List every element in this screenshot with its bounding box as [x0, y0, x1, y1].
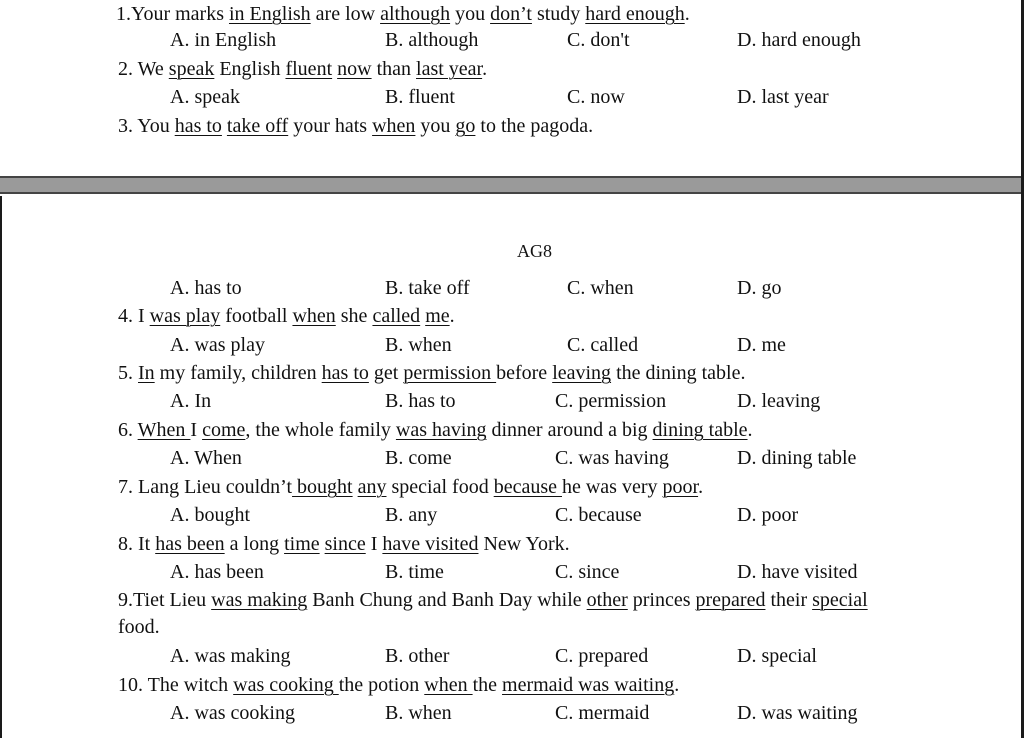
- underlined-segment: in English: [228, 3, 311, 25]
- question-5-options: [0, 388, 1024, 414]
- underlined-segment: When: [137, 419, 191, 441]
- text-segment: 8. It: [118, 533, 156, 555]
- underlined-segment: go: [455, 115, 476, 137]
- text-segment: are low: [310, 3, 381, 25]
- option-d: D. was waiting: [737, 702, 858, 724]
- text-segment: to the pagoda.: [475, 115, 594, 137]
- question-1-options: [0, 27, 1024, 53]
- underlined-segment: since: [324, 533, 366, 555]
- underlined-segment: has to: [174, 115, 222, 137]
- text-segment: 9.Tiet Lieu: [118, 589, 212, 611]
- underlined-segment: bought: [292, 476, 353, 498]
- option-d: D. dining table: [737, 447, 857, 469]
- option-a: A. speak: [170, 86, 240, 108]
- text-segment: before: [496, 362, 553, 384]
- text-segment: .: [684, 3, 690, 25]
- underlined-segment: take off: [226, 115, 289, 137]
- option-a: A. was cooking: [170, 702, 295, 724]
- underlined-segment: time: [284, 533, 320, 555]
- option-b: B. has to: [385, 390, 456, 412]
- text-segment: Banh Chung and Banh Day while: [307, 589, 587, 611]
- option-d: D. leaving: [737, 390, 821, 412]
- underlined-segment: has to: [321, 362, 369, 384]
- question-8: [118, 532, 570, 556]
- text-segment: football: [220, 305, 293, 327]
- underlined-segment: speak: [168, 58, 215, 80]
- option-d: D. special: [737, 645, 817, 667]
- text-segment: special food: [386, 476, 494, 498]
- text-segment: princes: [627, 589, 696, 611]
- option-c: C. now: [567, 86, 625, 108]
- text-segment: the dining table.: [611, 362, 746, 384]
- option-a: A. bought: [170, 504, 250, 526]
- underlined-segment: dining table: [652, 419, 748, 441]
- text-segment: my family, children: [154, 362, 322, 384]
- option-d: D. go: [737, 277, 782, 299]
- underlined-segment: poor: [662, 476, 699, 498]
- question-8-options: [0, 559, 1024, 585]
- option-a: A. has been: [170, 561, 264, 583]
- underlined-segment: have visited: [382, 533, 479, 555]
- underlined-segment: called: [372, 305, 421, 327]
- text-segment: you: [450, 3, 491, 25]
- text-segment: the: [472, 674, 503, 696]
- text-segment: .: [449, 305, 455, 327]
- option-c: C. permission: [555, 390, 667, 412]
- option-a: A. was play: [170, 334, 265, 356]
- option-d: D. poor: [737, 504, 799, 526]
- text-segment: the potion: [338, 674, 425, 696]
- text-segment: get: [368, 362, 404, 384]
- question-6: [118, 418, 753, 442]
- question-10-options: [0, 700, 1024, 726]
- question-3: [118, 114, 593, 138]
- underlined-segment: In: [138, 362, 155, 384]
- underlined-segment: although: [380, 3, 451, 25]
- text-segment: you: [415, 115, 456, 137]
- option-c: C. mermaid: [555, 702, 650, 724]
- question-4-options: [0, 332, 1024, 358]
- underlined-segment: because: [493, 476, 562, 498]
- option-b: B. when: [385, 334, 452, 356]
- option-c: C. when: [567, 277, 634, 299]
- underlined-segment: permission: [403, 362, 497, 384]
- underlined-segment: when: [292, 305, 336, 327]
- text-segment: than: [371, 58, 417, 80]
- underlined-segment: mermaid was waiting: [502, 674, 675, 696]
- text-segment: your hats: [288, 115, 373, 137]
- option-c: C. was having: [555, 447, 669, 469]
- option-a: A. was making: [170, 645, 291, 667]
- option-c: C. because: [555, 504, 642, 526]
- text-segment: a long: [224, 533, 285, 555]
- option-d: D. hard enough: [737, 29, 861, 51]
- text-segment: 7. Lang Lieu couldn’t: [118, 476, 293, 498]
- underlined-segment: was play: [149, 305, 221, 327]
- option-b: B. although: [385, 29, 479, 51]
- option-b: B. come: [385, 447, 452, 469]
- text-segment: .: [482, 58, 488, 80]
- question-6-options: [0, 445, 1024, 471]
- option-d: D. last year: [737, 86, 829, 108]
- page-header-code: AG8: [517, 241, 552, 261]
- question-2: [118, 57, 487, 81]
- text-segment: .: [674, 674, 680, 696]
- option-b: B. time: [385, 561, 444, 583]
- text-segment: .: [747, 419, 753, 441]
- underlined-segment: was having: [395, 419, 487, 441]
- underlined-segment: was making: [211, 589, 308, 611]
- question-9-options: [0, 643, 1024, 669]
- underlined-segment: come: [202, 419, 246, 441]
- underlined-segment: special: [812, 589, 868, 611]
- underlined-segment: has been: [155, 533, 225, 555]
- underlined-segment: any: [357, 476, 387, 498]
- question-4: [118, 304, 455, 328]
- text-segment: 6.: [118, 419, 138, 441]
- text-segment: food.: [118, 616, 160, 638]
- option-c: C. prepared: [555, 645, 649, 667]
- underlined-segment: when: [372, 115, 416, 137]
- page-break-divider: [0, 176, 1021, 194]
- text-segment: , the whole family: [245, 419, 396, 441]
- question-9: [118, 587, 908, 641]
- text-segment: I: [365, 533, 383, 555]
- text-segment: he was very: [561, 476, 663, 498]
- underlined-segment: prepared: [695, 589, 766, 611]
- underlined-segment: don’t: [490, 3, 532, 25]
- question-7-options: [0, 502, 1024, 528]
- option-b: B. when: [385, 702, 452, 724]
- text-segment: dinner around a big: [486, 419, 653, 441]
- option-b: B. take off: [385, 277, 470, 299]
- text-segment: 1.Your marks: [116, 3, 229, 25]
- text-segment: I: [190, 419, 203, 441]
- option-c: C. called: [567, 334, 639, 356]
- option-c: C. don't: [567, 29, 630, 51]
- option-d: D. me: [737, 334, 786, 356]
- underlined-segment: now: [337, 58, 372, 80]
- text-segment: 10. The witch: [118, 674, 234, 696]
- option-a: A. in English: [170, 29, 277, 51]
- question-2-options: [0, 84, 1024, 110]
- underlined-segment: hard enough: [585, 3, 685, 25]
- text-segment: 4. I: [118, 305, 150, 327]
- underlined-segment: when: [424, 674, 473, 696]
- text-segment: English: [214, 58, 286, 80]
- text-segment: 3. You: [118, 115, 175, 137]
- text-segment: 2. We: [118, 58, 169, 80]
- text-segment: .: [698, 476, 704, 498]
- option-d: D. have visited: [737, 561, 858, 583]
- question-7: [118, 475, 703, 499]
- underlined-segment: leaving: [552, 362, 612, 384]
- question-10: [118, 673, 679, 697]
- underlined-segment: was cooking: [233, 674, 339, 696]
- text-segment: New York.: [478, 533, 570, 555]
- text-segment: their: [765, 589, 813, 611]
- option-b: B. fluent: [385, 86, 455, 108]
- text-segment: study: [531, 3, 586, 25]
- text-segment: 5.: [118, 362, 138, 384]
- question-5: [118, 361, 745, 385]
- underlined-segment: last year: [416, 58, 483, 80]
- option-a: A. In: [170, 390, 212, 412]
- text-segment: she: [335, 305, 373, 327]
- underlined-segment: me: [425, 305, 450, 327]
- underlined-segment: fluent: [285, 58, 333, 80]
- option-b: B. any: [385, 504, 438, 526]
- underlined-segment: other: [586, 589, 628, 611]
- option-c: C. since: [555, 561, 620, 583]
- question-1: [116, 2, 690, 26]
- question-3-options: [0, 275, 1024, 301]
- option-a: A. has to: [170, 277, 242, 299]
- option-b: B. other: [385, 645, 450, 667]
- option-a: A. When: [170, 447, 242, 469]
